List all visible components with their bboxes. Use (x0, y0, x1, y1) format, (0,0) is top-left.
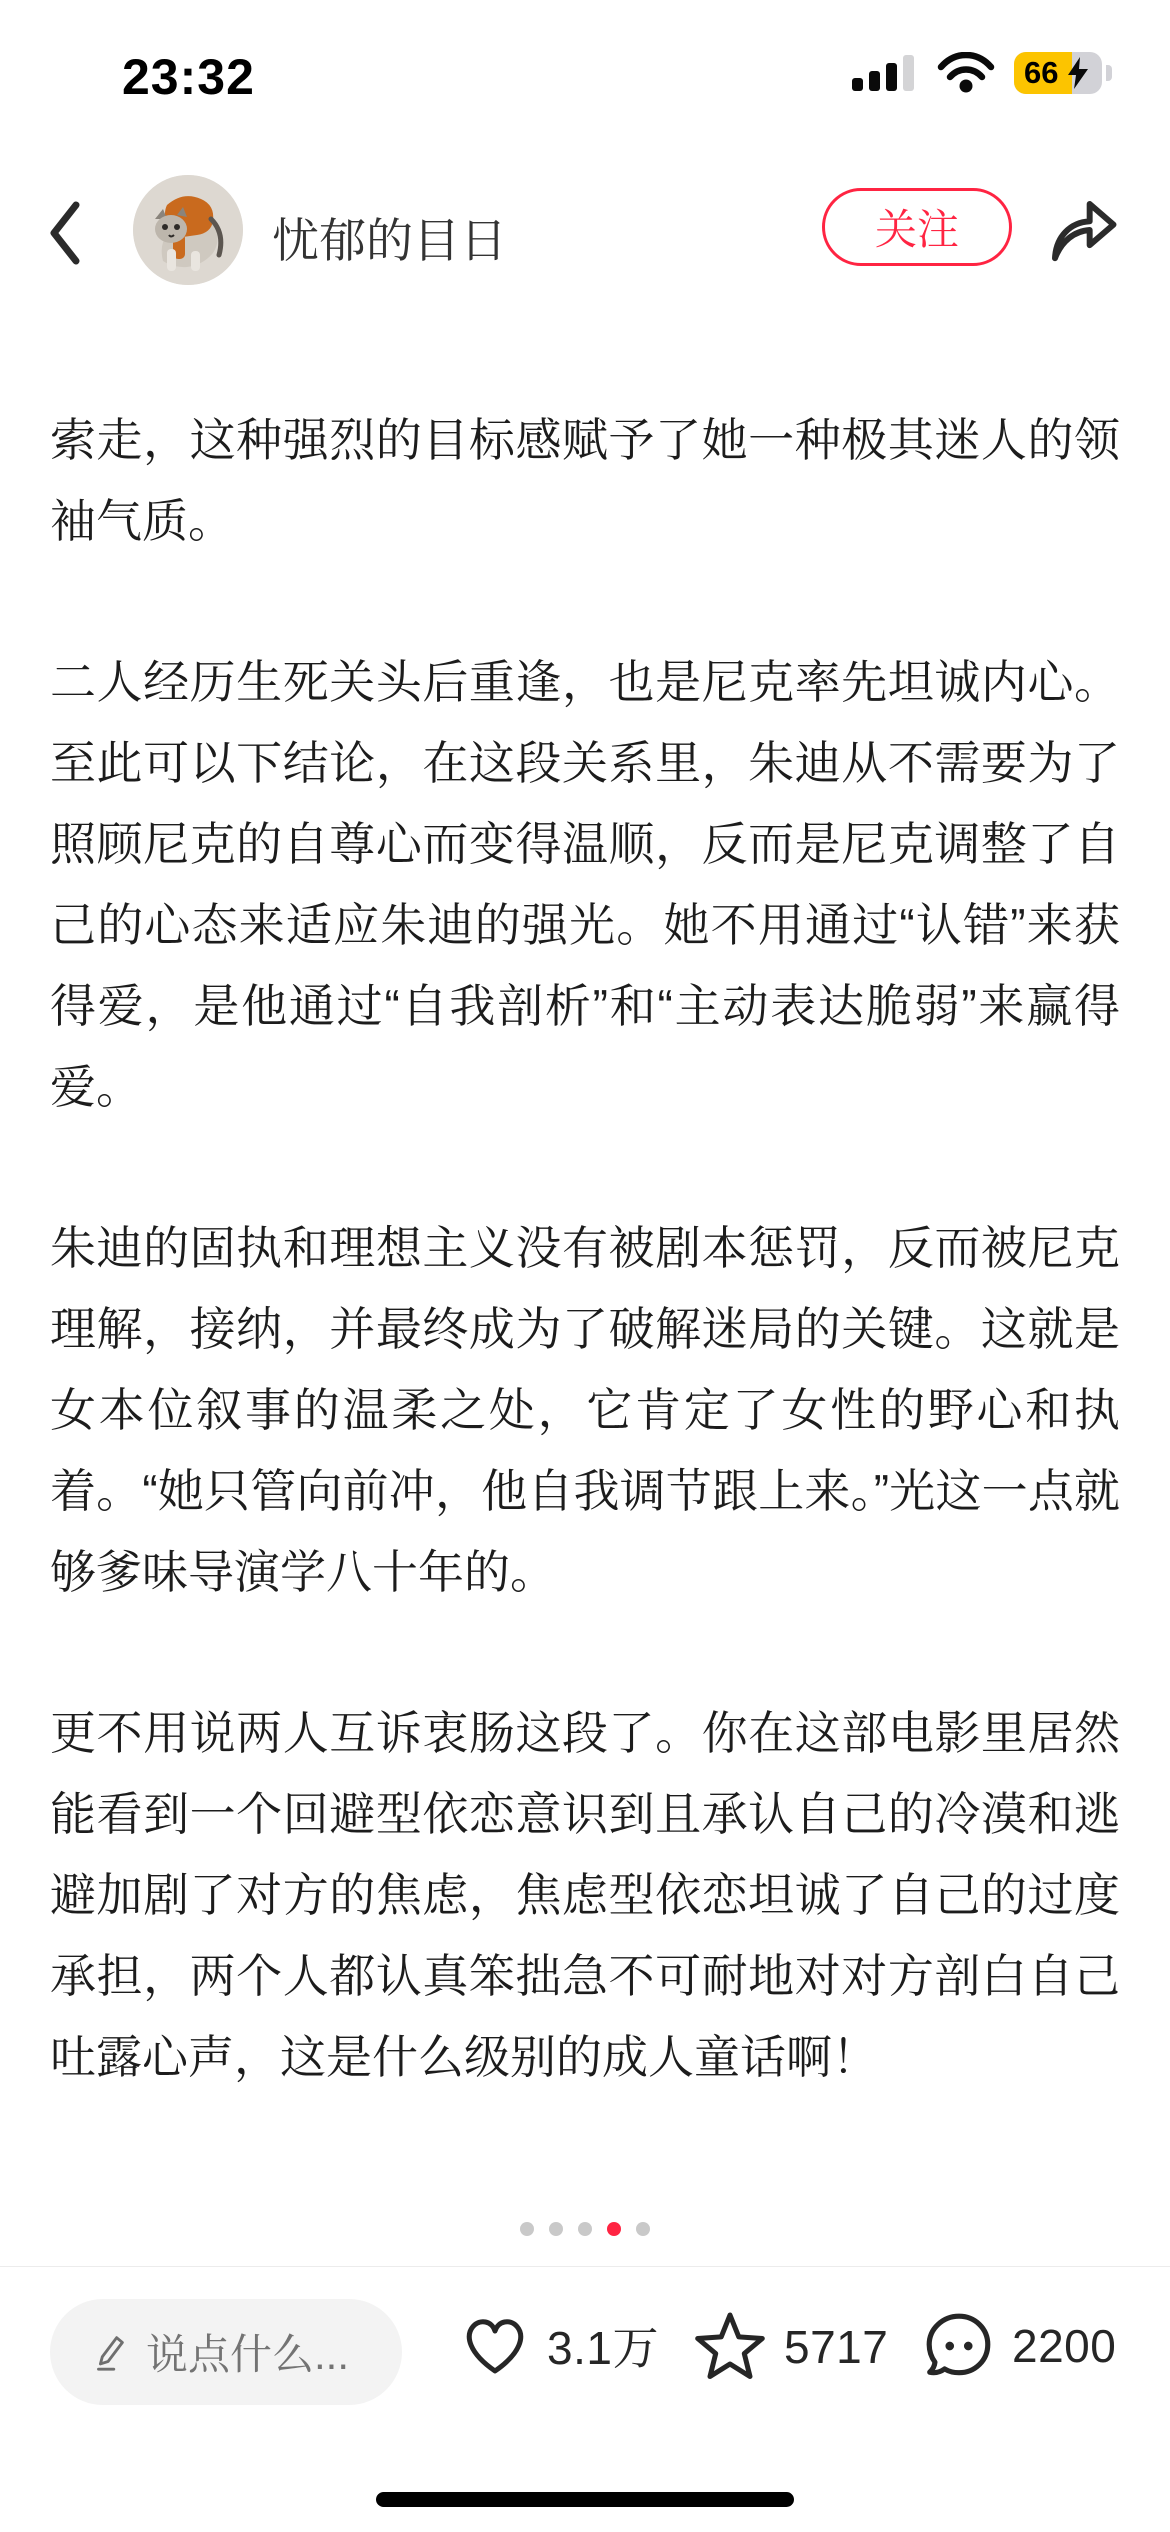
like-count: 3.1万 (547, 2322, 659, 2374)
pagination-dot (636, 2222, 650, 2236)
post-paragraph: 二人经历生死关头后重逢，也是尼克率先坦诚内心。至此可以下结论，在这段关系里，朱迪从不需要为了照顾尼克的自尊心而变得温顺，反而是尼克调整了自己的心态来适应朱迪的强光。她不用通过“认错”来获得爱，是他通过“自我剖析”和“主动表达脆弱”来赢得爱。 (50, 656, 1120, 1113)
pagination-dot (549, 2222, 563, 2236)
status-bar (0, 0, 1170, 130)
cellular-signal-icon (852, 53, 918, 93)
post-body (50, 400, 1120, 2178)
post-paragraph: 朱迪的固执和理想主义没有被剧本惩罚，反而被尼克理解，接纳，并最终成为了破解迷局的关键。这就是女本位叙事的温柔之处，它肯定了女性的野心和执着。“她只管向前冲，他自我调节跟上来。”光这一点就够爹味导演学八十年的。 (50, 1222, 1120, 1598)
share-button[interactable] (1042, 190, 1120, 270)
battery-icon (1014, 52, 1102, 94)
star-icon (692, 2309, 768, 2385)
pagination-dot (520, 2222, 534, 2236)
collect-count: 5717 (784, 2321, 889, 2373)
avatar[interactable] (133, 175, 243, 285)
follow-button[interactable] (822, 188, 1012, 266)
home-indicator[interactable] (376, 2492, 794, 2507)
pagination-dot (578, 2222, 592, 2236)
pagination-dots (0, 2222, 1170, 2236)
back-button[interactable] (44, 200, 88, 266)
username[interactable]: 忧郁的目日 (272, 214, 507, 267)
status-time: 23:32 (122, 49, 255, 105)
post-paragraph: 索走，这种强烈的目标感赋予了她一种极其迷人的领袖气质。 (50, 414, 1120, 547)
pencil-icon (88, 2330, 130, 2374)
battery-cap (1106, 65, 1112, 81)
comment-count: 2200 (1012, 2320, 1117, 2372)
comment-placeholder: 说点什么... (146, 2331, 350, 2378)
charging-bolt-icon (1067, 57, 1089, 89)
comment-button[interactable] (922, 2309, 1116, 2383)
nav-bar (0, 172, 1170, 294)
post-paragraph: 更不用说两人互诉衷肠这段了。你在这部电影里居然能看到一个回避型依恋意识到且承认自己的冷漠和逃避加剧了对方的焦虑，焦虑型依恋坦诚了自己的过度承担，两个人都认真笨拙急不可耐地对对方剖白自己吐露心声，这是什么级别的成人童话啊！ (50, 1707, 1120, 2083)
wifi-icon (936, 52, 996, 94)
battery-percent: 66 (1024, 55, 1059, 90)
like-button[interactable] (459, 2309, 659, 2381)
pagination-dot (607, 2222, 621, 2236)
comment-input[interactable] (50, 2299, 402, 2405)
collect-button[interactable] (692, 2309, 888, 2385)
follow-label: 关注 (874, 206, 959, 253)
chat-bubble-icon (922, 2309, 996, 2383)
heart-icon (459, 2309, 531, 2381)
